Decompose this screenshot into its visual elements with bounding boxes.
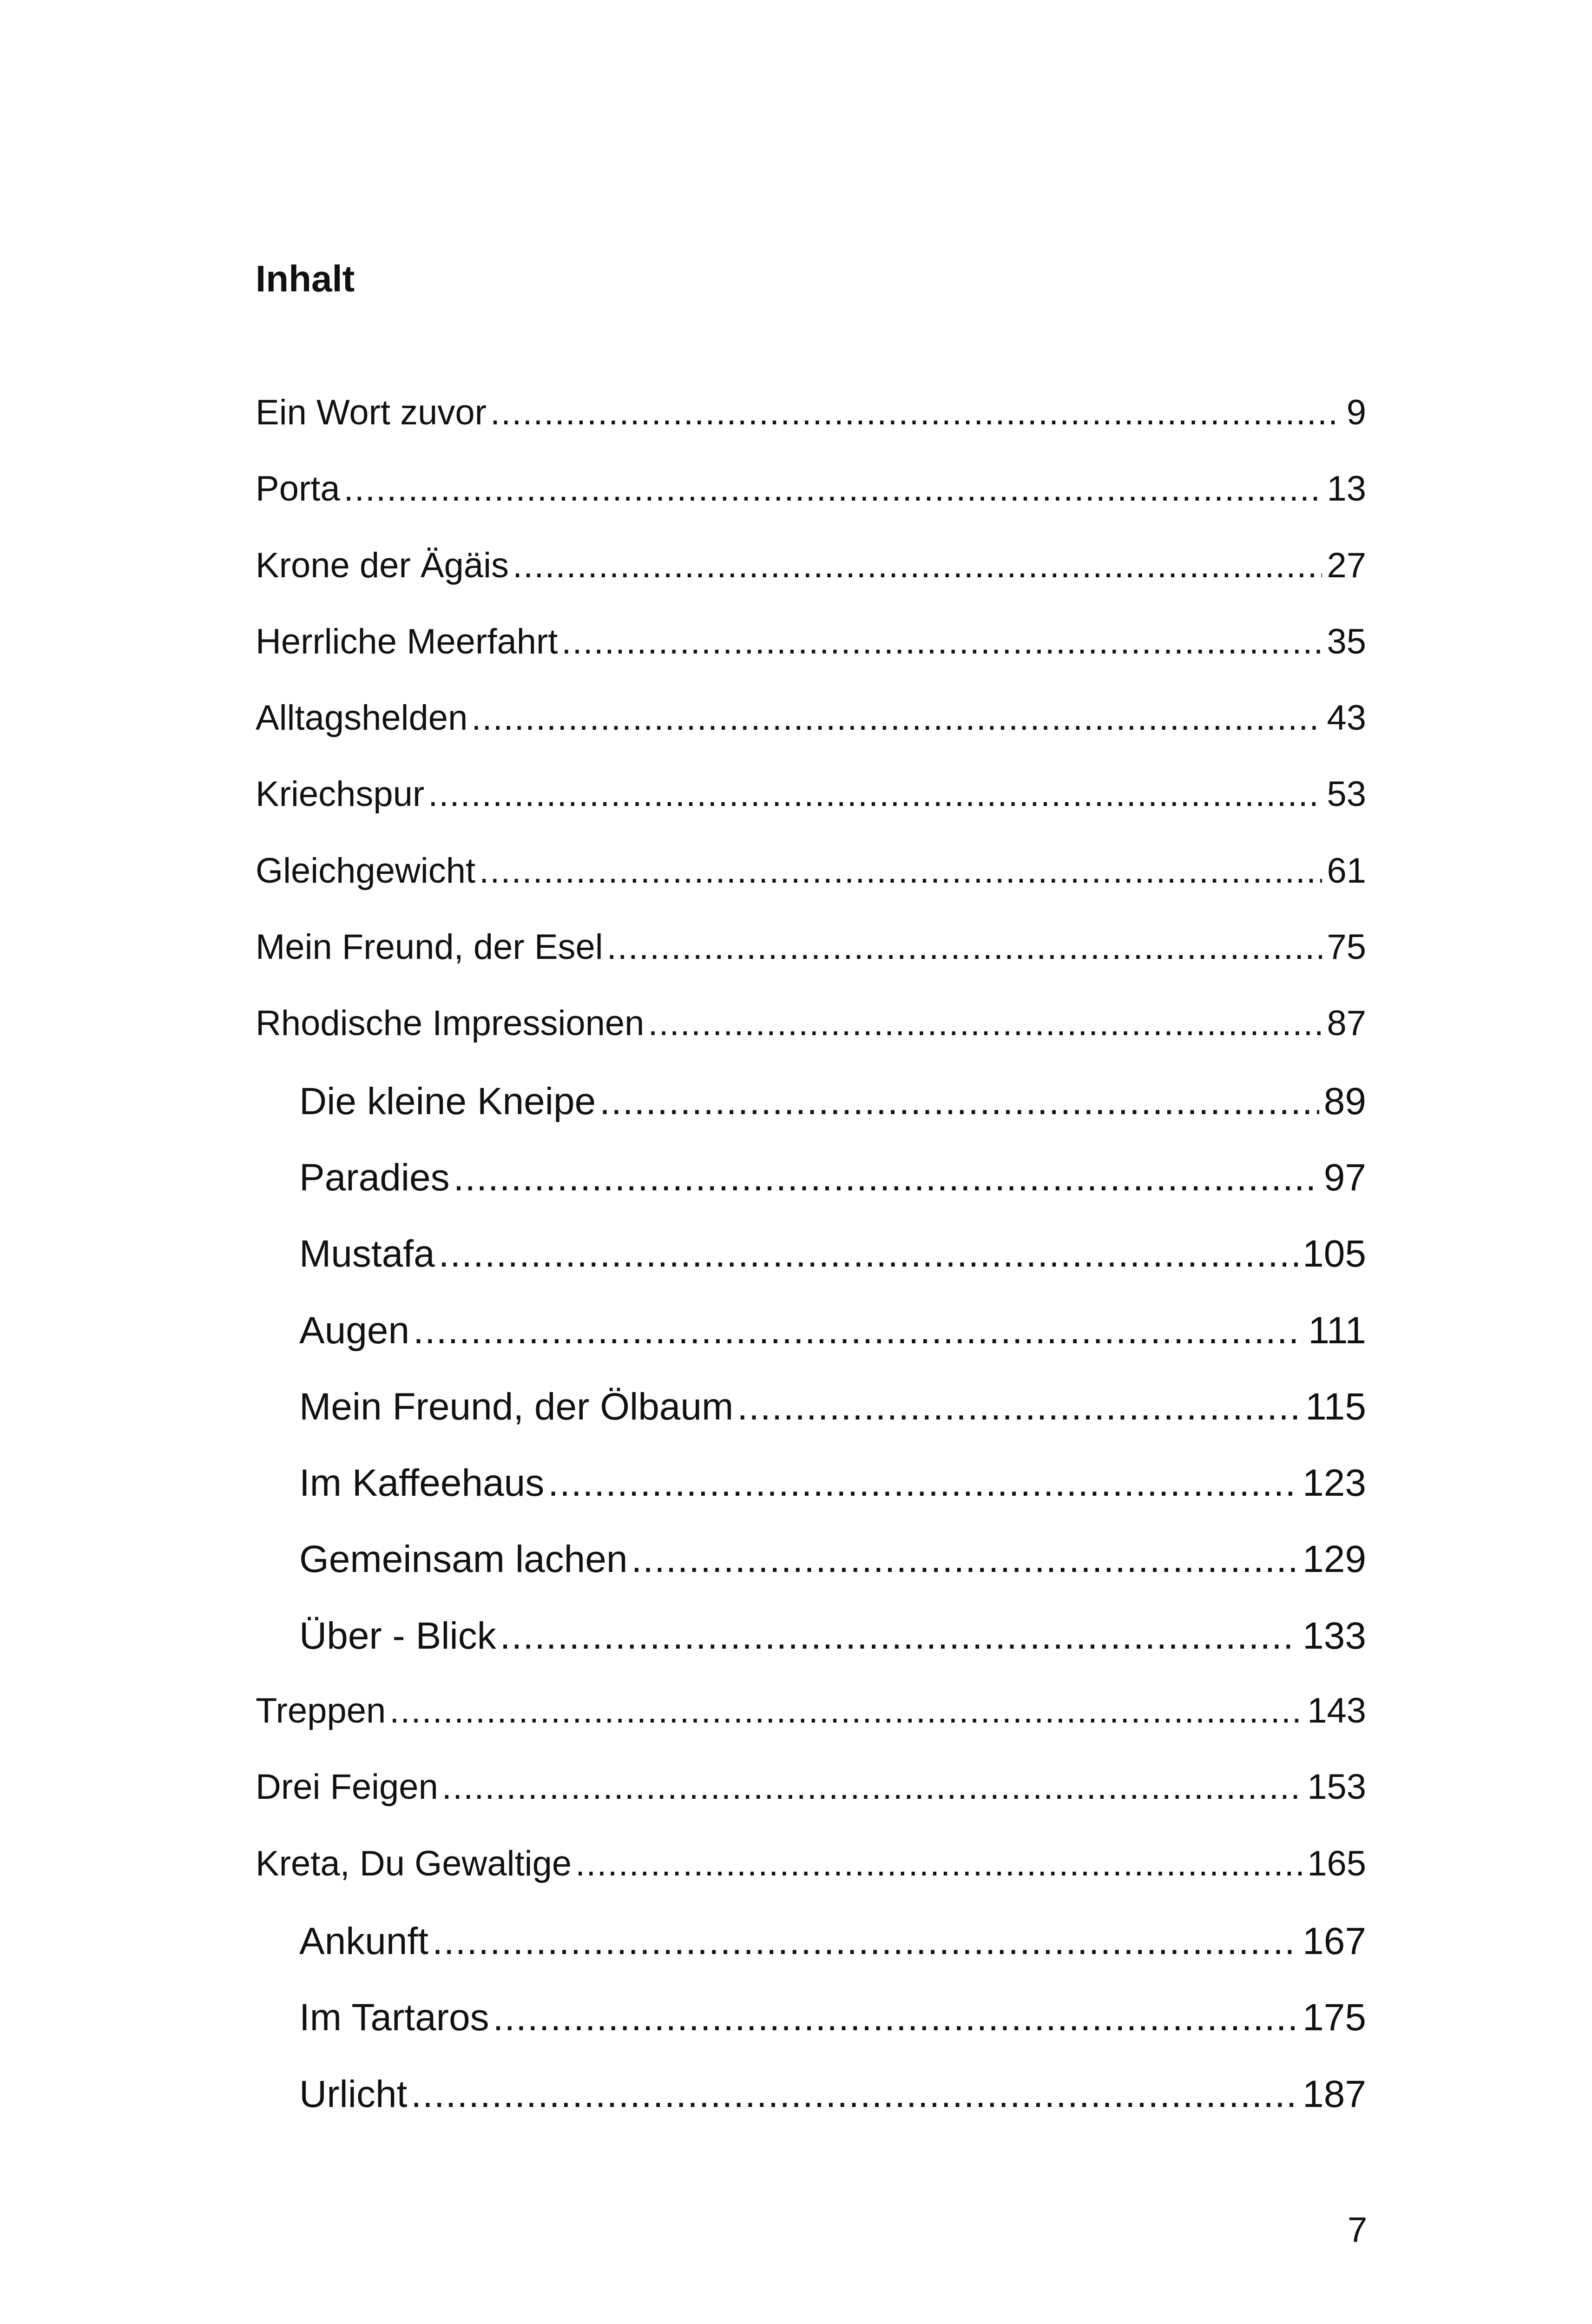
toc-entry: [256, 545, 1366, 624]
dot-leader: [411, 2075, 1298, 2113]
toc-entry-title: Mein Freund, der Ölbaum: [299, 1385, 734, 1428]
toc-entry: [256, 621, 1366, 700]
toc-entry-page: 165: [1307, 1843, 1366, 1883]
toc-entry-page: 35: [1327, 621, 1366, 661]
toc-entry: [256, 471, 1366, 548]
dot-leader: [432, 1922, 1298, 1961]
toc-entry-page: 133: [1303, 1614, 1366, 1657]
toc-entry-page: 61: [1327, 851, 1366, 891]
toc-entry-page: 87: [1327, 1004, 1366, 1043]
dot-leader: [575, 1846, 1303, 1882]
toc-entry-page: 129: [1303, 1538, 1366, 1581]
toc-entry: [256, 1843, 1366, 1922]
toc-entry: [256, 700, 1366, 777]
toc-entry-page: 13: [1327, 469, 1366, 509]
toc-entry-title: Ankunft: [299, 1920, 429, 1962]
toc-entry-page: 153: [1307, 1767, 1366, 1807]
dot-leader: [513, 548, 1322, 583]
toc-entry-title: Im Kaffeehaus: [299, 1462, 545, 1505]
toc-entry-title: Krone der Ägäis: [256, 545, 509, 585]
toc-subentry: [256, 1309, 1366, 1388]
toc-entry-title: Gleichgewicht: [256, 851, 476, 891]
toc-subentry: [256, 1922, 1366, 1999]
page-number: 7: [1348, 2210, 1368, 2250]
dot-leader: [413, 1312, 1303, 1350]
dot-leader: [548, 1464, 1298, 1502]
dot-leader: [493, 1999, 1298, 2037]
toc-entry-title: Kriechspur: [256, 774, 425, 814]
table-of-contents: [256, 395, 1366, 2152]
toc-entry-page: 187: [1303, 2073, 1366, 2115]
dot-leader: [442, 1769, 1303, 1805]
toc-entry-page: 143: [1307, 1691, 1366, 1731]
dot-leader: [631, 1540, 1298, 1578]
toc-entry-title: Augen: [299, 1309, 410, 1352]
dot-leader: [561, 624, 1322, 660]
toc-subentry: [256, 1614, 1366, 1693]
toc-subentry: [256, 1540, 1366, 1617]
dot-leader: [490, 395, 1342, 430]
toc-entry-title: Alltagshelden: [256, 698, 468, 738]
toc-entry: [256, 927, 1366, 1006]
toc-entry: [256, 774, 1366, 853]
toc-subentry: [256, 2075, 1366, 2152]
toc-entry-page: 167: [1303, 1920, 1366, 1962]
toc-entry-title: Kreta, Du Gewaltige: [256, 1843, 572, 1883]
toc-entry-title: Treppen: [256, 1691, 386, 1731]
toc-entry: [256, 395, 1366, 471]
toc-entry: [256, 1769, 1366, 1846]
dot-leader: [439, 1235, 1298, 1273]
toc-entry-title: Rhodische Impressionen: [256, 1004, 645, 1043]
dot-leader: [471, 700, 1322, 736]
toc-entry-page: 53: [1327, 774, 1366, 814]
dot-leader: [428, 777, 1322, 812]
toc-entry-page: 43: [1327, 698, 1366, 738]
toc-entry-title: Gemeinsam lachen: [299, 1538, 628, 1581]
toc-subentry: [256, 1235, 1366, 1311]
dot-leader: [344, 471, 1322, 507]
toc-entry-page: 9: [1346, 393, 1366, 432]
toc-entry-title: Drei Feigen: [256, 1767, 438, 1807]
dot-leader: [500, 1617, 1298, 1655]
toc-entry-page: 89: [1323, 1080, 1366, 1122]
toc-subentry: [256, 1080, 1366, 1159]
toc-entry-title: Im Tartaros: [299, 1996, 489, 2039]
toc-entry-title: Paradies: [299, 1156, 450, 1199]
dot-leader: [599, 1083, 1319, 1121]
dot-leader: [389, 1693, 1303, 1729]
toc-entry-page: 27: [1327, 545, 1366, 585]
toc-entry-title: Urlicht: [299, 2073, 408, 2115]
toc-entry-page: 111: [1308, 1309, 1366, 1352]
toc-entry-page: 97: [1323, 1156, 1366, 1199]
dot-leader: [648, 1006, 1322, 1041]
toc-entry-title: Herrliche Meerfahrt: [256, 621, 558, 661]
toc-entry: [256, 853, 1366, 930]
toc-heading: Inhalt: [256, 258, 355, 299]
dot-leader: [454, 1159, 1319, 1197]
toc-subentry: [256, 1996, 1366, 2075]
dot-leader: [737, 1388, 1301, 1426]
toc-entry-title: Mein Freund, der Esel: [256, 927, 603, 967]
toc-entry-title: Porta: [256, 469, 340, 509]
toc-subentry: [256, 1156, 1366, 1235]
dot-leader: [607, 930, 1322, 965]
toc-entry-page: 175: [1303, 1996, 1366, 2039]
toc-entry-page: 123: [1303, 1462, 1366, 1505]
toc-entry-page: 105: [1303, 1233, 1366, 1275]
toc-subentry: [256, 1385, 1366, 1464]
dot-leader: [479, 853, 1322, 889]
toc-entry-page: 75: [1327, 927, 1366, 967]
toc-subentry: [256, 1464, 1366, 1540]
toc-entry-title: Ein Wort zuvor: [256, 393, 487, 432]
toc-entry-title: Die kleine Kneipe: [299, 1080, 596, 1122]
toc-entry-title: Über - Blick: [299, 1614, 496, 1657]
toc-entry-title: Mustafa: [299, 1233, 435, 1275]
toc-entry: [256, 1006, 1366, 1082]
toc-entry-page: 115: [1305, 1385, 1366, 1428]
toc-entry: [256, 1693, 1366, 1769]
